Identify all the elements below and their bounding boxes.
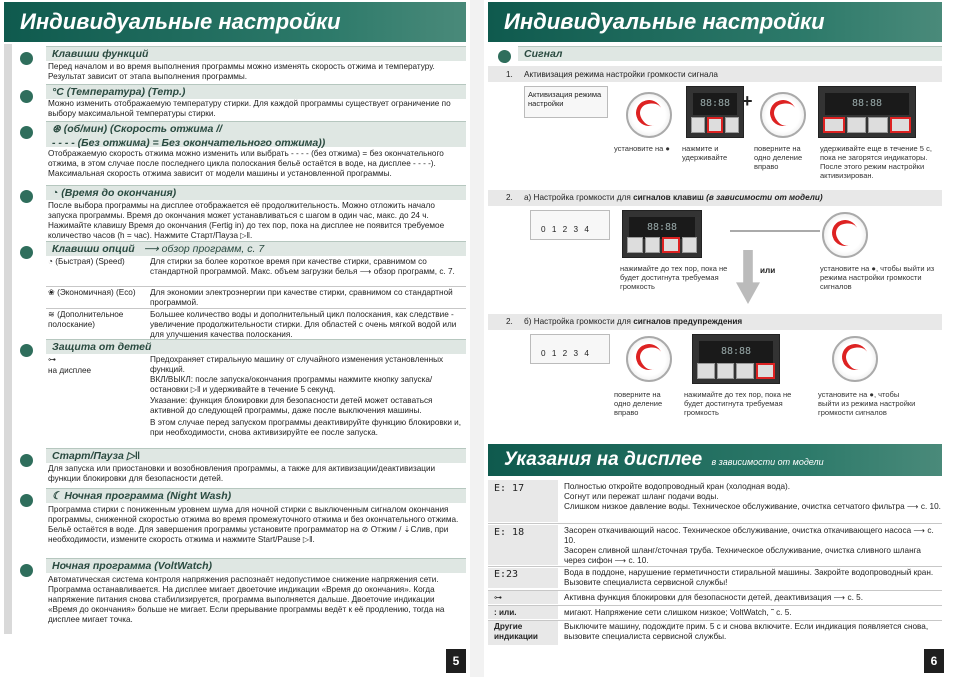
section-heading-volt: Ночная программа (VoltWatch) <box>46 558 466 573</box>
volume-scale-labels: 0 1 2 3 4 <box>541 225 591 234</box>
lock-text-1: Предохраняет стиральную машину от случайного изменения установленных функций. <box>150 355 444 374</box>
divider <box>46 286 466 287</box>
step1-number: 1. <box>506 70 513 79</box>
control-panel <box>686 86 744 138</box>
section-bullet <box>20 564 33 577</box>
colon-or-dot-code: : или. <box>494 608 517 617</box>
control-panel <box>622 210 702 258</box>
section-bullet <box>20 344 33 357</box>
section-bullet <box>20 190 33 203</box>
night-text: Программа стирки с пониженным уровнем шума для ночной стирки с выключенным сигналом окончания программы, сниженной скоростью отжима во время промежуточного отжима и без окончательного отжима. Бельё остаётся в воде. Для завершения программы установите программатор на ⊘ Отжим / ⇣Слив, при необходимости, измените скорость отжима и нажмите Start/Pause ▷‖. <box>48 505 459 544</box>
option-keys-title: Клавиши опций <box>52 243 135 255</box>
option-eco-text: Для экономии электроэнергии при качестве стирки, сравнимом со стандартной программой. <box>150 288 453 307</box>
step1-caption-4: удерживайте еще в течение 5 с, пока не загорятся индикаторы. После этого режим настройки активизирован. <box>820 144 932 180</box>
page-title: Индивидуальные настройки <box>4 2 466 42</box>
step1-caption-1: установите на ● <box>614 144 670 153</box>
display-heading: Указания на дисплее <box>504 449 703 470</box>
display: 88:88 <box>629 217 695 239</box>
section-bullet <box>20 126 33 139</box>
divider <box>488 566 942 567</box>
spin-text: Отображаемую скорость отжима можно изменить или выбрать - - - - (без отжима) = без окончательного отжима, в этом случае после последнего цикла полоскания бельё остаётся в воде, на дисплее - - - -). Максимальная скорость отжима зависит от модели машины и установленной программы. <box>48 149 444 178</box>
section-heading-start: Старт/Пауза ▷‖ <box>46 448 466 463</box>
key-row <box>823 117 911 133</box>
program-knob[interactable] <box>822 212 868 258</box>
e17-line-3: Слишком низкое давление воды. Техническое обслуживание, очистка сетчатого фильтра ⟶ с. 10. <box>564 502 941 511</box>
step2b-number: 2. <box>506 317 513 326</box>
option-eco-label: ❀ (Экономичная) (Eco) <box>48 288 136 297</box>
volume-scale-labels: 0 1 2 3 4 <box>541 349 591 358</box>
volume-scale <box>530 334 610 364</box>
section-heading-option-keys <box>46 241 466 256</box>
display-subheading: в зависимости от модели <box>711 457 824 467</box>
step2a-caption-1: нажимайте до тех пор, пока не будет достигнута требуемая громкость <box>620 264 728 291</box>
option-rinse-text: Большее количество воды и дополнительный цикл полоскания, как следствие - увеличение продолжительности стирки. Для областей с очень мягкой водой или для улучшения качества полоскания. <box>150 310 457 339</box>
option-keys-link[interactable]: ⟶ обзор программ, с. 7 <box>143 243 265 255</box>
program-knob[interactable] <box>832 336 878 382</box>
other-indications-text: Выключите машину, подождите прим. 5 с и снова включите. Если индикация появляется снова, вызовите специалиста сервисной службы. <box>564 622 929 641</box>
function-keys-text: Перед началом и во время выполнения программы можно изменять скорость отжима и температуру. Результат зависит от этапа выполнения программы. <box>48 62 435 81</box>
step1-caption-3: поверните на одно деление вправо <box>754 144 803 171</box>
spin-heading-line2: - - - - (Без отжима) = Без окончательного отжима)) <box>52 137 326 149</box>
display: 88:88 <box>693 93 737 115</box>
display: 88:88 <box>699 341 773 363</box>
endtime-text: После выбора программы на дисплее отображается её продолжительность. Можно отложить начало запуска программы. Время до окончания может устанавливаться с шагом в один час, макс. до 24 ч. Нажимайте клавишу Время до окончания (Fertig in) до тех пор, пока на дисплее не появится требуемое количество часов (h = час). Нажмите Старт/Пауза ▷‖. <box>48 201 445 240</box>
section-heading-function-keys: Клавиши функций <box>46 46 466 61</box>
down-arrow <box>736 250 760 304</box>
section-bullet <box>20 454 33 467</box>
lock-text-3: Указание: функция блокировки для безопасности детей может оставаться активной до следующей программы, даже после выключения машины. <box>150 396 433 415</box>
section-heading-signal: Сигнал <box>518 46 942 61</box>
program-knob[interactable] <box>626 336 672 382</box>
section-heading-spin <box>46 121 466 147</box>
plus-sign: + <box>742 91 753 111</box>
temp-text: Можно изменить отображаемую температуру стирки. Для каждой программы существует ограничение по выбору максимальной температуры стирки. <box>48 99 451 118</box>
spin-heading-line1: ⊛ (об/мин) (Скорость отжима // <box>52 123 223 135</box>
e18-line-1: Засорен откачивающий насос. Техническое обслуживание, очистка откачивающего насоса ⟶ с. 10. <box>564 526 934 545</box>
control-panel <box>692 334 780 384</box>
page-title: Индивидуальные настройки <box>488 2 942 42</box>
right-page <box>484 0 954 677</box>
error-code-e23: E:23 <box>494 569 519 580</box>
volume-scale <box>530 210 610 240</box>
step2b-caption-3: установите на ●, чтобы выйти из режима настройки громкости сигналов <box>818 390 916 417</box>
lock-icon: ⊶ <box>48 355 57 364</box>
start-text: Для запуска или приостановки и возобновления программы, а также для активизации/деактивизации функции блокировки для безопасности детей. <box>48 464 436 483</box>
step1-text: Активизация режима настройки громкости сигнала <box>524 70 718 79</box>
e17-line-2: Согнут или пережат шланг подачи воды. <box>564 492 719 501</box>
lock-text-2: ВКЛ/ВЫКЛ: после запуска/окончания программы нажмите кнопку запуска/остановки ▷‖ и удерживайте в течение 5 секунд. <box>150 375 433 394</box>
divider <box>46 308 466 309</box>
key-row <box>691 117 739 133</box>
page-number: 5 <box>446 649 466 673</box>
e23-line-1: Вода в поддоне, нарушение герметичности стиральной машины. Закройте водопроводный кран. Вызовите специалиста сервисной службы! <box>564 568 934 587</box>
volt-text: Автоматическая система контроля напряжения распознаёт недопустимое снижение напряжения сети. Программа останавливается. На дисплее мигает двоеточие индикации «Время до окончания». Когда напряжение питания снова стабилизируется, программа выполняется дальше. Двоеточие индикации «Время до окончания» больше не мигает. Если прерывание программы ведёт к её продлению, тогда на дисплее мигает точка. <box>48 575 445 624</box>
step2b-text <box>524 317 942 327</box>
step2a-bold: сигналов клавиш <box>633 193 704 202</box>
lock-text-4: В этом случае перед запуском программы деактивируйте функцию блокировки и, при необходимости, снова активизируйте ее после запуска. <box>150 418 462 437</box>
step2a-prefix: а) Настройка громкости для <box>524 193 631 202</box>
step2a-text <box>524 193 942 203</box>
section-heading-temp: °C (Температура) (Temp.) <box>46 84 466 99</box>
margin-bar <box>4 44 12 634</box>
error-code-e17: E: 17 <box>494 483 525 494</box>
section-bullet <box>20 52 33 65</box>
section-bullet <box>20 246 33 259</box>
step2a-suffix: (в зависимости от модели) <box>706 193 823 202</box>
step2a-caption-2: установите на ●, чтобы выйти из режима настройки громкости сигналов <box>820 264 935 291</box>
e18-line-2: Засорен сливной шланг/сточная труба. Техническое обслуживание, очистка сливного шланга через сифон ⟶ с. 10. <box>564 546 921 565</box>
section-bullet <box>498 50 511 63</box>
step1-caption-2: нажмите и удерживайте <box>682 144 728 162</box>
program-knob[interactable] <box>626 92 672 138</box>
left-page <box>0 0 470 677</box>
section-heading-night: ☾ Ночная программа (Night Wash) <box>46 488 466 503</box>
control-panel <box>818 86 916 138</box>
option-speed-text: Для стирки за более короткое время при качестве стирки, сравнимом со стандартной программой. Макс. объем загрузки белья ⟶ обзор программ, с. 7. <box>150 257 455 276</box>
step2b-prefix: б) Настройка громкости для <box>524 317 631 326</box>
key-row <box>697 363 775 379</box>
step2b-caption-1: поверните на одно деление вправо <box>614 390 663 417</box>
step1-box: Активизация режима настройки <box>524 86 608 118</box>
section-heading-child-lock: Защита от детей <box>46 339 466 354</box>
page-number: 6 <box>924 649 944 673</box>
or-label: или <box>760 266 776 275</box>
program-knob[interactable] <box>760 92 806 138</box>
section-bullet <box>20 494 33 507</box>
option-rinse-label: ≋ (Дополнительное полоскание) <box>48 310 124 329</box>
section-header-display <box>488 444 942 476</box>
lock-code: ⊶ <box>494 593 503 602</box>
arrow <box>730 230 820 232</box>
step2b-caption-2: нажимайте до тех пор, пока не будет достигнута требуемая громкость <box>684 390 792 417</box>
lock-label: на дисплее <box>48 366 92 375</box>
key-row <box>627 237 697 253</box>
section-heading-endtime: ◔ (Время до окончания) <box>46 185 466 200</box>
divider <box>488 523 942 524</box>
option-speed-label: ◔ (Быстрая) (Speed) <box>48 257 125 266</box>
colon-or-dot-text: мигают. Напряжение сети слишком низкое; VoltWatch, ˜ с. 5. <box>564 608 792 617</box>
gutter <box>470 0 484 677</box>
e17-line-1: Полностью откройте водопроводный кран (холодная вода). <box>564 482 791 491</box>
lock-code-text: Активна функция блокировки для безопасности детей, деактивизация ⟶ с. 5. <box>564 593 864 602</box>
error-code-e18: E: 18 <box>494 527 525 538</box>
other-indications-code: Другие индикации <box>494 622 538 641</box>
step2a-number: 2. <box>506 193 513 202</box>
section-bullet <box>20 90 33 103</box>
display: 88:88 <box>825 93 909 115</box>
step2b-bold: сигналов предупреждения <box>633 317 743 326</box>
